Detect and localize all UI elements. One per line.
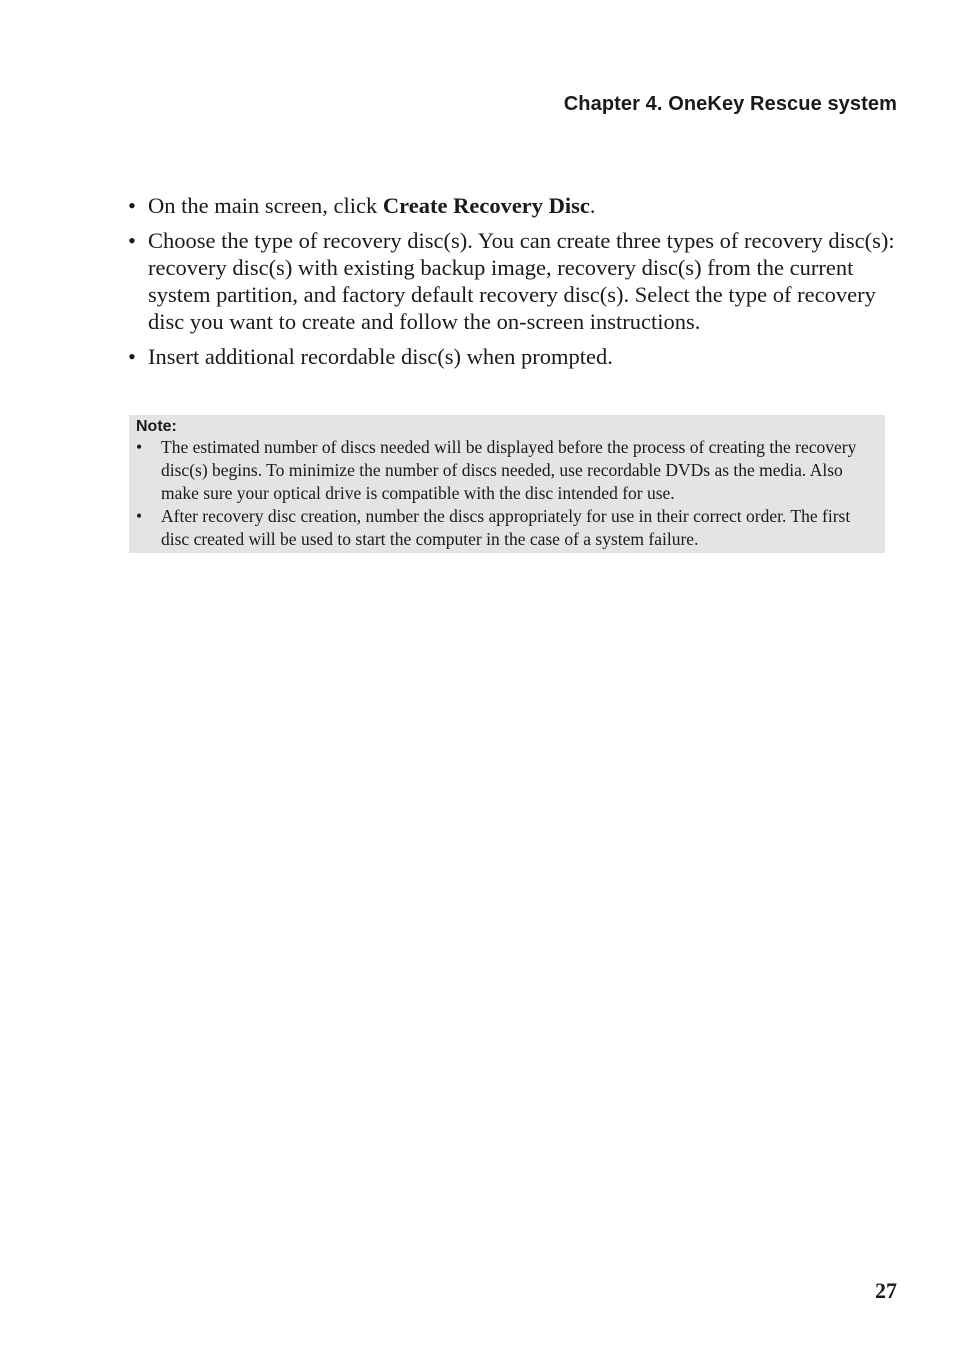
note-box [129, 415, 885, 553]
item-text: Insert additional recordable disc(s) when prompted. [148, 344, 613, 369]
bullet-marker: • [136, 437, 143, 457]
page-number: 27 [875, 1278, 897, 1303]
note-list [136, 436, 879, 551]
bullet-marker: • [128, 193, 136, 218]
note-item [136, 505, 879, 551]
item-text: On the main screen, click [148, 193, 383, 218]
item-text: Choose the type of recovery disc(s). You can create three types of recovery disc(s): recovery disc(s) with existing backup image, recovery disc(s) from the current system partition, and factory default recovery disc(s). Select the type of recovery disc you want to create and follow the on-screen instructions. [148, 228, 895, 334]
create-recovery-disc-label: Create Recovery Disc [382, 193, 590, 218]
list-item [128, 343, 898, 370]
note-label: Note: [136, 418, 177, 435]
note-item-text: After recovery disc creation, number the discs appropriately for use in their correct order. The first disc created will be used to start the computer in the case of a system failure. [161, 506, 851, 549]
item-text-suffix: . [589, 193, 596, 218]
instruction-list [128, 192, 898, 378]
list-item [128, 192, 898, 219]
chapter-title: Chapter 4. OneKey Rescue system [563, 93, 897, 115]
bullet-marker: • [128, 228, 136, 253]
bullet-marker: • [136, 506, 143, 526]
list-item [128, 227, 898, 335]
note-item-text: The estimated number of discs needed will be displayed before the process of creating the recovery disc(s) begins. To minimize the number of discs needed, use recordable DVDs as the media. Also make sure your optical drive is compatible with the disc intended for use. [161, 437, 857, 503]
bullet-marker: • [128, 344, 136, 369]
note-item [136, 436, 879, 505]
